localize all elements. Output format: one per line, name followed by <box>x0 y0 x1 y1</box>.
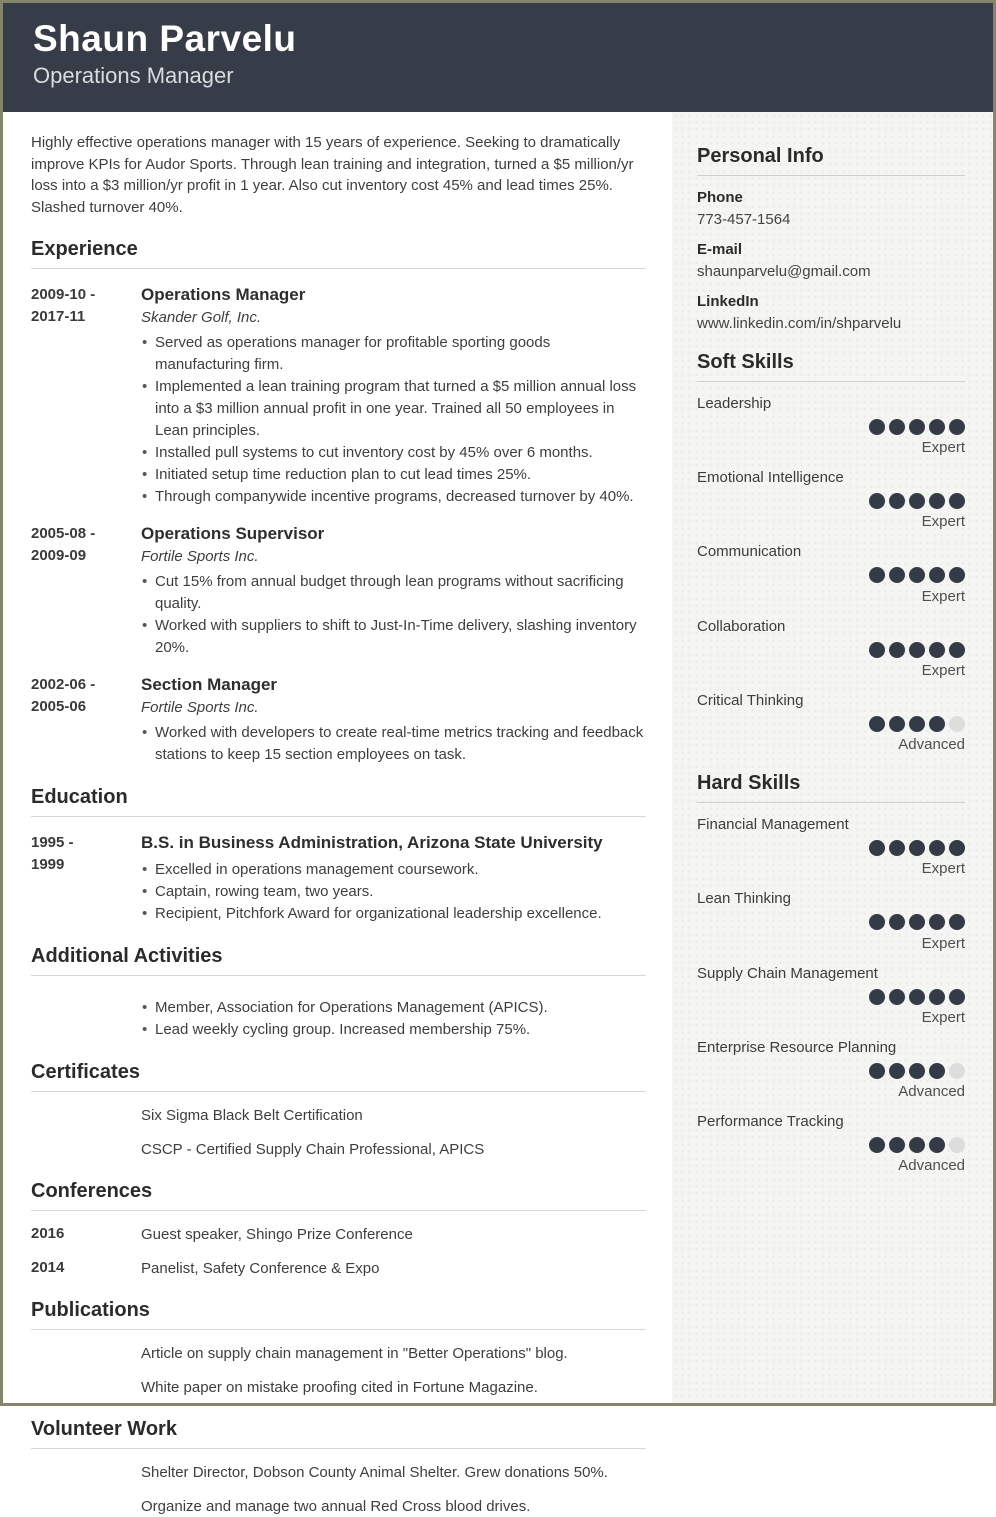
entry-body <box>141 523 646 659</box>
bullet-item: • Lead weekly cycling group. Increased membership 75%. <box>141 1019 646 1041</box>
date-to: 2005-06 <box>31 698 87 715</box>
publication-item <box>31 1378 646 1398</box>
job-title: Section Manager <box>141 675 278 694</box>
bullet-item: • Cut 15% from annual budget through lean programs without sacrificing quality. <box>141 571 646 615</box>
degree-title: B.S. in Business Administration, Arizona State University <box>141 833 603 852</box>
rating-dot-filled <box>909 716 925 732</box>
skill-item <box>697 965 965 1026</box>
skill-item <box>697 1113 965 1174</box>
skill-name: Collaboration <box>697 617 786 635</box>
rating-dot-filled <box>869 493 885 509</box>
entry-dates-empty <box>31 991 141 1041</box>
conference-text: Guest speaker, Shingo Prize Conference <box>141 1226 413 1243</box>
section-heading-additional-activities: Additional Activities <box>31 945 646 976</box>
rating-dot-filled <box>949 914 965 930</box>
rating-dot-filled <box>929 567 945 583</box>
bullet-item: • Installed pull systems to cut inventory cost by 45% over 6 months. <box>141 442 646 464</box>
content-columns <box>3 112 993 1515</box>
rating-dot-filled <box>869 914 885 930</box>
sidebar-heading-hard-skills: Hard Skills <box>697 772 965 803</box>
sidebar-heading-soft-skills: Soft Skills <box>697 351 965 382</box>
entry-body <box>141 674 646 766</box>
row-year-empty <box>31 1106 141 1126</box>
row-year-empty <box>31 1497 141 1517</box>
rating-dot-filled <box>929 642 945 658</box>
rating-dot-filled <box>909 642 925 658</box>
bullet-item: • Excelled in operations management coursework. <box>141 859 646 881</box>
sidebar-column <box>672 112 993 1403</box>
bullet-list <box>141 997 646 1041</box>
skill-level-label: Expert <box>921 1008 965 1026</box>
experience-entry <box>31 523 646 659</box>
skill-level-label: Advanced <box>898 1157 965 1175</box>
row-year-empty <box>31 1463 141 1483</box>
volunteer-item <box>31 1463 646 1483</box>
skill-item <box>697 692 965 753</box>
section-heading-publications: Publications <box>31 1299 646 1330</box>
company-name: Fortile Sports Inc. <box>141 699 259 716</box>
skill-level-label: Expert <box>921 934 965 952</box>
skill-item <box>697 1039 965 1100</box>
entry-body <box>141 284 646 508</box>
company-name: Fortile Sports Inc. <box>141 548 259 565</box>
publication-text: White paper on mistake proofing cited in Fortune Magazine. <box>141 1379 538 1396</box>
entry-body <box>141 832 646 925</box>
skill-rating-dots <box>697 419 965 435</box>
certificate-item <box>31 1140 646 1160</box>
rating-dot-filled <box>889 1063 905 1079</box>
experience-entry <box>31 674 646 766</box>
bullet-item: • Worked with suppliers to shift to Just-In-Time delivery, slashing inventory 20%. <box>141 615 646 659</box>
rating-dot-filled <box>949 419 965 435</box>
rating-dot-filled <box>909 989 925 1005</box>
field-label: E-mail <box>697 241 743 258</box>
rating-dot-empty <box>949 1137 965 1153</box>
bullet-list <box>141 571 646 659</box>
row-year-empty <box>31 1378 141 1398</box>
row-year-empty <box>31 1344 141 1364</box>
bullet-item: • Served as operations manager for profitable sporting goods manufacturing firm. <box>141 332 646 376</box>
skill-name: Critical Thinking <box>697 691 804 709</box>
resume-job-title: Operations Manager <box>33 63 234 88</box>
company-name: Skander Golf, Inc. <box>141 309 262 326</box>
rating-dot-filled <box>889 1137 905 1153</box>
date-from: 2009-10 - <box>31 286 96 303</box>
conference-text: Panelist, Safety Conference & Expo <box>141 1260 380 1277</box>
rating-dot-filled <box>909 419 925 435</box>
volunteer-text: Shelter Director, Dobson County Animal Shelter. Grew donations 50%. <box>141 1464 608 1481</box>
personal-info-field-phone <box>697 189 965 228</box>
publication-text: Article on supply chain management in "Better Operations" blog. <box>141 1345 568 1362</box>
rating-dot-filled <box>869 989 885 1005</box>
publication-item <box>31 1344 646 1364</box>
skill-item <box>697 543 965 604</box>
rating-dot-filled <box>949 840 965 856</box>
rating-dot-filled <box>949 989 965 1005</box>
email-value: shaunparvelu@gmail.com <box>697 263 871 280</box>
skill-name: Financial Management <box>697 816 849 834</box>
conference-item <box>31 1225 646 1245</box>
skill-item <box>697 816 965 877</box>
bullet-list <box>141 859 646 925</box>
skill-name: Emotional Intelligence <box>697 469 844 487</box>
rating-dot-filled <box>889 567 905 583</box>
skill-rating-dots <box>697 716 965 732</box>
rating-dot-empty <box>949 716 965 732</box>
bullet-list <box>141 332 646 508</box>
main-column <box>3 112 672 1515</box>
sidebar-heading-personal-info: Personal Info <box>697 145 965 176</box>
bullet-item: • Worked with developers to create real-time metrics tracking and feedback stations to keep 15 section employees on task. <box>141 722 646 766</box>
summary-paragraph: Highly effective operations manager with 15 years of experience. Seeking to dramatically improve KPIs for Audor Sports. Through lean training and integration, turned a $5 million/yr loss into a $3 million/yr profit in 1 year. Also cut inventory cost 45% and lead times 25%. Slashed turnover 40%. <box>31 134 634 216</box>
skill-rating-dots <box>697 989 965 1005</box>
date-to: 2017-11 <box>31 308 86 325</box>
resume-name: Shaun Parvelu <box>33 18 297 59</box>
skill-level-label: Expert <box>921 661 965 679</box>
rating-dot-filled <box>889 914 905 930</box>
rating-dot-empty <box>949 1063 965 1079</box>
additional-activities-entry <box>31 991 646 1041</box>
education-entry <box>31 832 646 925</box>
rating-dot-filled <box>869 567 885 583</box>
bullet-item: • Through companywide incentive programs, decreased turnover by 40%. <box>141 486 646 508</box>
rating-dot-filled <box>869 642 885 658</box>
field-label: LinkedIn <box>697 293 759 310</box>
skill-item <box>697 469 965 530</box>
rating-dot-filled <box>929 419 945 435</box>
rating-dot-filled <box>909 1137 925 1153</box>
bullet-item: • Captain, rowing team, two years. <box>141 881 646 903</box>
field-label: Phone <box>697 189 743 206</box>
section-heading-volunteer-work: Volunteer Work <box>31 1418 646 1449</box>
rating-dot-filled <box>869 716 885 732</box>
bullet-item: • Recipient, Pitchfork Award for organizational leadership excellence. <box>141 903 646 925</box>
skill-rating-dots <box>697 1137 965 1153</box>
resume-header <box>3 3 993 112</box>
rating-dot-filled <box>869 1137 885 1153</box>
skill-item <box>697 890 965 951</box>
rating-dot-filled <box>889 989 905 1005</box>
rating-dot-filled <box>889 716 905 732</box>
rating-dot-filled <box>929 1137 945 1153</box>
entry-dates <box>31 523 141 659</box>
skill-rating-dots <box>697 840 965 856</box>
rating-dot-filled <box>929 1063 945 1079</box>
rating-dot-filled <box>909 914 925 930</box>
experience-entry <box>31 284 646 508</box>
date-from: 2005-08 - <box>31 525 96 542</box>
phone-value: 773-457-1564 <box>697 211 791 228</box>
bullet-item: • Initiated setup time reduction plan to cut lead times 25%. <box>141 464 646 486</box>
date-from: 1995 - <box>31 834 74 851</box>
skill-rating-dots <box>697 914 965 930</box>
volunteer-text: Organize and manage two annual Red Cross blood drives. <box>141 1498 531 1515</box>
rating-dot-filled <box>929 716 945 732</box>
conference-item <box>31 1259 646 1279</box>
skill-name: Performance Tracking <box>697 1113 844 1131</box>
certificate-text: Six Sigma Black Belt Certification <box>141 1107 363 1124</box>
rating-dot-filled <box>869 419 885 435</box>
entry-body <box>141 991 646 1041</box>
rating-dot-filled <box>929 914 945 930</box>
skill-level-label: Expert <box>921 513 965 531</box>
rating-dot-filled <box>949 567 965 583</box>
bullet-item: • Member, Association for Operations Management (APICS). <box>141 997 646 1019</box>
date-to: 1999 <box>31 856 65 873</box>
certificate-item <box>31 1106 646 1126</box>
conference-year: 2014 <box>31 1259 65 1276</box>
skill-level-label: Advanced <box>898 736 965 754</box>
section-heading-conferences: Conferences <box>31 1180 646 1211</box>
certificate-text: CSCP - Certified Supply Chain Professional, APICS <box>141 1141 485 1158</box>
skill-rating-dots <box>697 493 965 509</box>
skill-level-label: Advanced <box>898 1083 965 1101</box>
row-year-empty <box>31 1140 141 1160</box>
rating-dot-filled <box>909 1063 925 1079</box>
personal-info-field-linkedin <box>697 293 965 332</box>
section-heading-experience: Experience <box>31 238 646 269</box>
rating-dot-filled <box>909 840 925 856</box>
rating-dot-filled <box>929 493 945 509</box>
entry-dates <box>31 674 141 766</box>
linkedin-value: www.linkedin.com/in/shparvelu <box>697 315 902 332</box>
skill-name: Lean Thinking <box>697 890 791 908</box>
skill-rating-dots <box>697 567 965 583</box>
rating-dot-filled <box>889 642 905 658</box>
skill-name: Communication <box>697 543 802 561</box>
skill-item <box>697 618 965 679</box>
personal-info-field-email <box>697 241 965 280</box>
rating-dot-filled <box>889 419 905 435</box>
rating-dot-filled <box>929 989 945 1005</box>
section-heading-education: Education <box>31 786 646 817</box>
job-title: Operations Manager <box>141 285 306 304</box>
rating-dot-filled <box>889 493 905 509</box>
date-from: 2002-06 - <box>31 676 96 693</box>
skill-item <box>697 395 965 456</box>
rating-dot-filled <box>889 840 905 856</box>
volunteer-item <box>31 1497 646 1517</box>
rating-dot-filled <box>949 642 965 658</box>
rating-dot-filled <box>869 840 885 856</box>
skill-level-label: Expert <box>921 587 965 605</box>
entry-dates <box>31 284 141 508</box>
entry-dates <box>31 832 141 925</box>
bullet-item: • Implemented a lean training program that turned a $5 million annual loss into a $3 million annual profit in one year. Trained all 50 employees in Lean principles. <box>141 376 646 442</box>
job-title: Operations Supervisor <box>141 524 325 543</box>
rating-dot-filled <box>949 493 965 509</box>
conference-year: 2016 <box>31 1225 65 1242</box>
skill-name: Supply Chain Management <box>697 964 878 982</box>
skill-name: Leadership <box>697 395 772 412</box>
skill-level-label: Expert <box>921 439 965 457</box>
bullet-list <box>141 722 646 766</box>
skill-rating-dots <box>697 1063 965 1079</box>
rating-dot-filled <box>869 1063 885 1079</box>
skill-rating-dots <box>697 642 965 658</box>
rating-dot-filled <box>909 493 925 509</box>
date-to: 2009-09 <box>31 547 87 564</box>
rating-dot-filled <box>909 567 925 583</box>
rating-dot-filled <box>929 840 945 856</box>
section-heading-certificates: Certificates <box>31 1061 646 1092</box>
skill-level-label: Expert <box>921 860 965 878</box>
skill-name: Enterprise Resource Planning <box>697 1038 897 1056</box>
